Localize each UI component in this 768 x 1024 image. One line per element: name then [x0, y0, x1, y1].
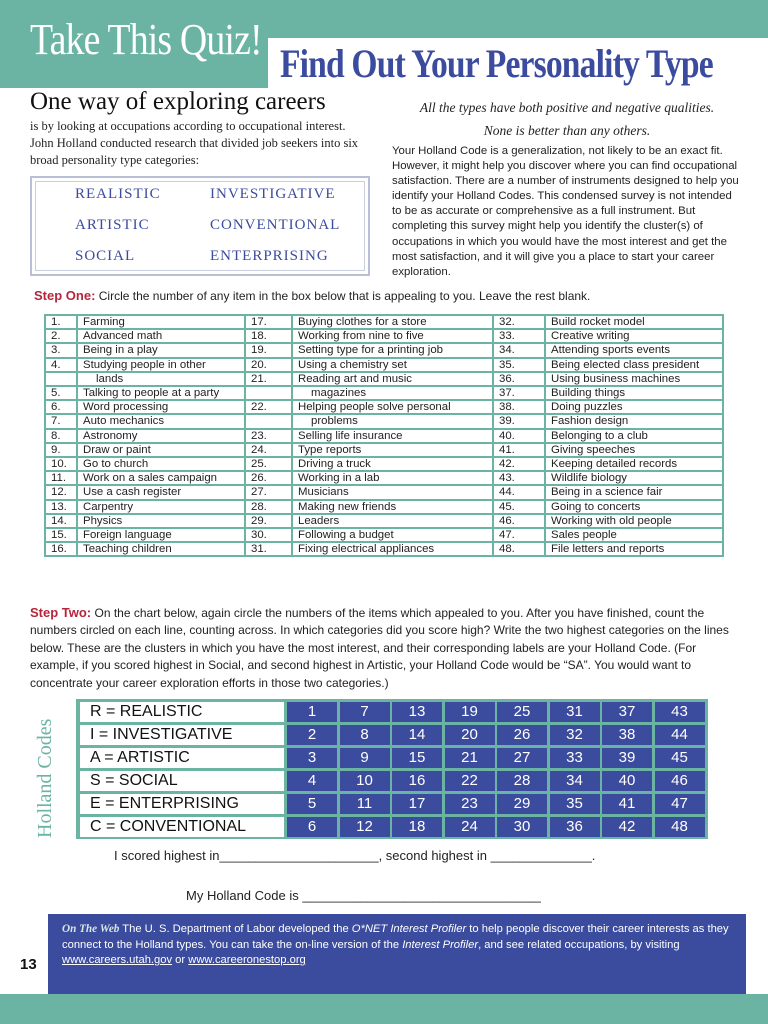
item-text: Carpentry — [77, 500, 245, 514]
item-text: Farming — [77, 315, 245, 329]
holland-code-number[interactable]: 21 — [445, 748, 495, 768]
item-text: File letters and reports — [545, 542, 723, 556]
item-number[interactable]: 38. — [493, 400, 545, 414]
holland-code-number[interactable]: 4 — [287, 771, 337, 791]
item-number[interactable]: 18. — [245, 329, 292, 343]
holland-code-number[interactable]: 48 — [655, 817, 705, 837]
holland-code-label: S = SOCIAL — [80, 771, 284, 791]
table-row — [45, 372, 723, 386]
item-text: Draw or paint — [77, 443, 245, 457]
item-text: Making new friends — [292, 500, 493, 514]
holland-code-number[interactable]: 13 — [392, 702, 442, 722]
item-number[interactable] — [45, 372, 77, 386]
item-text: Foreign language — [77, 528, 245, 542]
item-text: Musicians — [292, 485, 493, 499]
holland-code-number[interactable]: 27 — [497, 748, 547, 768]
holland-code-number[interactable]: 42 — [602, 817, 652, 837]
page-number: 13 — [20, 956, 37, 973]
item-text: Working in a lab — [292, 471, 493, 485]
holland-code-number[interactable]: 41 — [602, 794, 652, 814]
item-number[interactable]: 29. — [245, 514, 292, 528]
table-row — [45, 386, 723, 400]
item-number[interactable]: 22. — [245, 400, 292, 414]
item-number[interactable]: 31. — [245, 542, 292, 556]
item-text: Build rocket model — [545, 315, 723, 329]
item-number[interactable]: 14. — [45, 514, 77, 528]
item-text: Keeping detailed records — [545, 457, 723, 471]
holland-code-number[interactable]: 24 — [445, 817, 495, 837]
holland-code-number[interactable]: 23 — [445, 794, 495, 814]
item-text: problems — [292, 414, 493, 428]
item-text: Working from nine to five — [292, 329, 493, 343]
on-the-web-text — [62, 922, 738, 969]
holland-code-number[interactable]: 32 — [550, 725, 600, 745]
table-row — [45, 485, 723, 499]
personality-types-box — [30, 176, 370, 276]
item-text: Selling life insurance — [292, 429, 493, 443]
item-text: Reading art and music — [292, 372, 493, 386]
item-number[interactable]: 17. — [245, 315, 292, 329]
step-one-label: Step One: — [34, 288, 96, 303]
item-number[interactable]: 10. — [45, 457, 77, 471]
item-number[interactable]: 39. — [493, 414, 545, 428]
holland-code-number[interactable]: 33 — [550, 748, 600, 768]
item-text: Fixing electrical appliances — [292, 542, 493, 556]
item-text: Fashion design — [545, 414, 723, 428]
item-text: Work on a sales campaign — [77, 471, 245, 485]
holland-code-number[interactable]: 26 — [497, 725, 547, 745]
item-number[interactable]: 35. — [493, 358, 545, 372]
holland-code-number[interactable]: 1 — [287, 702, 337, 722]
item-text: Attending sports events — [545, 343, 723, 357]
holland-code-label: I = INVESTIGATIVE — [80, 725, 284, 745]
table-row — [45, 471, 723, 485]
holland-codes-side-label: Holland Codes — [34, 718, 56, 838]
holland-code-number[interactable]: 16 — [392, 771, 442, 791]
holland-code-number[interactable]: 40 — [602, 771, 652, 791]
holland-code-number[interactable]: 11 — [340, 794, 390, 814]
interest-profiler-title: Interest Profiler — [402, 938, 479, 951]
item-text: Type reports — [292, 443, 493, 457]
item-number[interactable]: 43. — [493, 471, 545, 485]
on-the-web-text-2: to help people discover their career interests as they connect to the Holland types. You can take the on-line version of the — [62, 923, 729, 951]
item-number[interactable]: 9. — [45, 443, 77, 457]
item-number[interactable]: 26. — [245, 471, 292, 485]
item-number[interactable]: 32. — [493, 315, 545, 329]
table-row — [45, 400, 723, 414]
item-number[interactable]: 7. — [45, 414, 77, 428]
type-conventional: CONVENTIONAL — [210, 217, 341, 233]
item-text: Sales people — [545, 528, 723, 542]
item-number[interactable]: 1. — [45, 315, 77, 329]
holland-code-number[interactable]: 6 — [287, 817, 337, 837]
holland-code-number[interactable]: 19 — [445, 702, 495, 722]
table-row — [45, 329, 723, 343]
intro-heading: One way of exploring careers — [30, 88, 326, 115]
item-number[interactable]: 46. — [493, 514, 545, 528]
step-one-instruction — [34, 288, 590, 303]
item-number[interactable]: 41. — [493, 443, 545, 457]
footer-band — [0, 994, 768, 1024]
item-text: Use a cash register — [77, 485, 245, 499]
type-artistic: ARTISTIC — [75, 217, 150, 233]
item-text: Wildlife biology — [545, 471, 723, 485]
table-row — [45, 343, 723, 357]
holland-code-number[interactable]: 2 — [287, 725, 337, 745]
item-text: Auto mechanics — [77, 414, 245, 428]
types-note — [392, 96, 742, 142]
holland-code-label: E = ENTERPRISING — [80, 794, 284, 814]
item-number[interactable]: 25. — [245, 457, 292, 471]
holland-code-number[interactable]: 15 — [392, 748, 442, 768]
item-text: Being in a play — [77, 343, 245, 357]
holland-code-number[interactable]: 39 — [602, 748, 652, 768]
item-number[interactable]: 3. — [45, 343, 77, 357]
item-text: Using a chemistry set — [292, 358, 493, 372]
item-number[interactable]: 15. — [45, 528, 77, 542]
item-text: Using business machines — [545, 372, 723, 386]
holland-code-label: C = CONVENTIONAL — [80, 817, 284, 837]
holland-code-number[interactable]: 22 — [445, 771, 495, 791]
type-social: SOCIAL — [75, 248, 136, 264]
item-text: Working with old people — [545, 514, 723, 528]
holland-code-fill-in-line[interactable]: My Holland Code is _________________________________ — [186, 888, 541, 903]
item-text: Following a budget — [292, 528, 493, 542]
holland-code-number[interactable]: 35 — [550, 794, 600, 814]
item-number[interactable] — [245, 386, 292, 400]
type-realistic: REALISTIC — [75, 186, 161, 202]
table-row — [45, 542, 723, 556]
item-text: Advanced math — [77, 329, 245, 343]
item-text: Doing puzzles — [545, 400, 723, 414]
item-text: Studying people in other — [77, 358, 245, 372]
holland-code-number[interactable]: 8 — [340, 725, 390, 745]
item-text: Going to concerts — [545, 500, 723, 514]
intro-body: is by looking at occupations according to occupational interest. John Holland conducted research that divided job seekers into six broad personality type categories: — [30, 119, 359, 167]
types-note-line-1: All the types have both positive and negative qualities. — [419, 100, 715, 115]
item-number[interactable]: 33. — [493, 329, 545, 343]
holland-code-number[interactable]: 37 — [602, 702, 652, 722]
type-investigative: INVESTIGATIVE — [210, 186, 336, 202]
holland-code-number[interactable]: 47 — [655, 794, 705, 814]
on-the-web-box — [48, 914, 746, 994]
step-two-label: Step Two: — [30, 605, 92, 620]
item-number[interactable]: 34. — [493, 343, 545, 357]
table-row — [45, 429, 723, 443]
table-row — [45, 500, 723, 514]
item-number[interactable]: 45. — [493, 500, 545, 514]
holland-code-number[interactable]: 18 — [392, 817, 442, 837]
on-the-web-text-4: or — [172, 954, 189, 967]
item-text: Being elected class president — [545, 358, 723, 372]
item-text: Belonging to a club — [545, 429, 723, 443]
item-number[interactable]: 11. — [45, 471, 77, 485]
table-row — [45, 528, 723, 542]
item-number[interactable]: 23. — [245, 429, 292, 443]
item-number[interactable]: 37. — [493, 386, 545, 400]
holland-code-number[interactable]: 20 — [445, 725, 495, 745]
on-the-web-heading: On The Web — [62, 923, 120, 935]
item-text: Teaching children — [77, 542, 245, 556]
item-number[interactable]: 42. — [493, 457, 545, 471]
item-text: Building things — [545, 386, 723, 400]
holland-code-number[interactable]: 29 — [497, 794, 547, 814]
holland-code-label: A = ARTISTIC — [80, 748, 284, 768]
item-number[interactable]: 21. — [245, 372, 292, 386]
holland-code-number[interactable]: 46 — [655, 771, 705, 791]
item-number[interactable] — [245, 414, 292, 428]
item-number[interactable]: 47. — [493, 528, 545, 542]
item-text: Word processing — [77, 400, 245, 414]
item-number[interactable]: 13. — [45, 500, 77, 514]
item-number[interactable]: 8. — [45, 429, 77, 443]
table-row — [45, 315, 723, 329]
holland-code-number[interactable]: 17 — [392, 794, 442, 814]
holland-code-number[interactable]: 36 — [550, 817, 600, 837]
item-number[interactable]: 12. — [45, 485, 77, 499]
item-number[interactable]: 20. — [245, 358, 292, 372]
type-enterprising: ENTERPRISING — [210, 248, 329, 264]
holland-code-number[interactable]: 10 — [340, 771, 390, 791]
item-text: magazines — [292, 386, 493, 400]
step-two-instruction — [30, 604, 738, 692]
table-row — [45, 414, 723, 428]
on-the-web-text-1: The U. S. Department of Labor developed the — [119, 923, 352, 935]
table-row — [45, 514, 723, 528]
item-text: Being in a science fair — [545, 485, 723, 499]
item-text: Physics — [77, 514, 245, 528]
item-text: Go to church — [77, 457, 245, 471]
item-text: Driving a truck — [292, 457, 493, 471]
holland-code-number[interactable]: 30 — [497, 817, 547, 837]
item-text: Giving speeches — [545, 443, 723, 457]
item-text: Talking to people at a party — [77, 386, 245, 400]
page-title: Find Out Your Personality Type — [280, 41, 713, 86]
types-note-line-2: None is better than any others. — [483, 123, 651, 138]
item-number[interactable]: 24. — [245, 443, 292, 457]
item-number[interactable]: 40. — [493, 429, 545, 443]
holland-code-number[interactable]: 3 — [287, 748, 337, 768]
item-text: Helping people solve personal — [292, 400, 493, 414]
step-one-text: Circle the number of any item in the box below that is appealing to you. Leave the rest blank. — [98, 289, 591, 303]
holland-code-description: Your Holland Code is a generalization, not likely to be an exact fit. However, it might help you discover where you can find occupational satisfaction. There are a number of instruments designed to help you identify your Holland Codes. This condensed survey is not intended to be as accurate or comprehensive as a full instrument. But completing this survey might help you identify the cluster(s) of occupations in which you would have the most interest and get the most satisfaction, and it will give you a place to start your career exploration. — [392, 145, 739, 278]
item-text: Leaders — [292, 514, 493, 528]
item-number[interactable]: 48. — [493, 542, 545, 556]
holland-code-number[interactable]: 14 — [392, 725, 442, 745]
table-row — [45, 457, 723, 471]
on-the-web-text-3: , and see related occupations, by visiting — [478, 938, 680, 951]
item-text: Buying clothes for a store — [292, 315, 493, 329]
score-fill-in-line[interactable]: I scored highest in______________________, second highest in ______________. — [114, 848, 596, 863]
holland-code-number[interactable]: 45 — [655, 748, 705, 768]
item-text: Setting type for a printing job — [292, 343, 493, 357]
holland-code-number[interactable]: 25 — [497, 702, 547, 722]
holland-code-number[interactable]: 31 — [550, 702, 600, 722]
holland-code-label: R = REALISTIC — [80, 702, 284, 722]
item-number[interactable]: 16. — [45, 542, 77, 556]
item-text: Astronomy — [77, 429, 245, 443]
step-two-text: On the chart below, again circle the numbers of the items which appealed to you. After you have finished, count the numbers circled on each line, counting across. In which categories did you score high? Write the two highest categories on the lines below. These are the clusters in which you have the most interest, and their corresponding labels are your Holland Code. (For example, if you scored highest in Social, and second highest in Artistic, your Holland Code would be “SA”. You would want to concentrate your career exploration efforts in those two categories.) — [30, 606, 729, 690]
holland-codes-chart — [76, 699, 708, 839]
holland-code-number[interactable]: 9 — [340, 748, 390, 768]
holland-code-number[interactable]: 12 — [340, 817, 390, 837]
item-number[interactable]: 44. — [493, 485, 545, 499]
item-number[interactable]: 2. — [45, 329, 77, 343]
interest-items-table — [44, 314, 724, 557]
holland-code-number[interactable]: 28 — [497, 771, 547, 791]
item-number[interactable]: 27. — [245, 485, 292, 499]
item-text: Creative writing — [545, 329, 723, 343]
item-number[interactable]: 19. — [245, 343, 292, 357]
item-number[interactable]: 30. — [245, 528, 292, 542]
holland-code-number[interactable]: 44 — [655, 725, 705, 745]
item-number[interactable]: 5. — [45, 386, 77, 400]
quiz-title: Take This Quiz! — [30, 15, 262, 64]
table-row — [45, 443, 723, 457]
careers-utah-link[interactable]: www.careers.utah.gov — [62, 954, 173, 967]
careeronestop-link[interactable]: www.careeronestop.org — [188, 954, 306, 967]
table-row — [45, 358, 723, 372]
holland-code-number[interactable]: 38 — [602, 725, 652, 745]
holland-code-number[interactable]: 5 — [287, 794, 337, 814]
item-number[interactable]: 6. — [45, 400, 77, 414]
onet-profiler-title: O*NET Interest Profiler — [351, 923, 467, 935]
item-number[interactable]: 4. — [45, 358, 77, 372]
holland-code-number[interactable]: 34 — [550, 771, 600, 791]
item-number[interactable]: 28. — [245, 500, 292, 514]
holland-code-number[interactable]: 43 — [655, 702, 705, 722]
item-number[interactable]: 36. — [493, 372, 545, 386]
holland-code-number[interactable]: 7 — [340, 702, 390, 722]
item-text: lands — [77, 372, 245, 386]
